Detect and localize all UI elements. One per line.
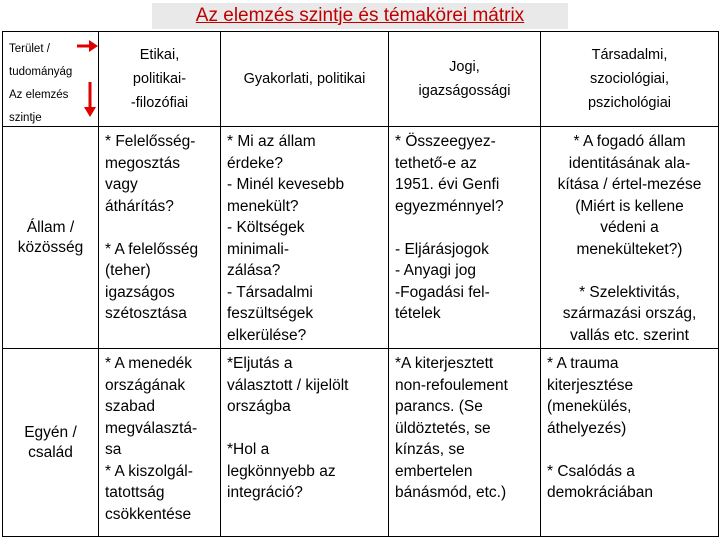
row-label-individual: Egyén / család [3, 349, 99, 537]
cell-state-ethical: * Felelősség- megosztás vagy áthárítás? * A felelősség (teher) igazságos szétosztása [99, 127, 221, 349]
analysis-matrix-table [2, 31, 719, 537]
cell-state-legal: * Összeegyez- tethető-e az 1951. évi Genfi egyezménnyel? - Eljárásjogok - Anyagi jog -Fogadási fel- tételek [389, 127, 541, 349]
arrow-right-icon [77, 39, 99, 53]
cell-individual-ethical: * A menedék országának szabad megválasztá- sa * A kiszolgál- tatottság csökkentése [99, 349, 221, 537]
page-title: Az elemzés szintje és témakörei mátrix [152, 3, 568, 29]
cell-individual-social: * A trauma kiterjesztése (menekülés, áthelyezés) * Csalódás a demokráciában [541, 349, 719, 537]
column-header-legal: Jogi, igazságossági [389, 32, 541, 127]
table-row [3, 349, 719, 537]
table-row [3, 127, 719, 349]
arrow-down-icon [83, 82, 97, 118]
column-header-ethical: Etikai, politikai- -filozófiai [99, 32, 221, 127]
cell-state-practical: * Mi az állam érdeke? - Minél kevesebb menekült? - Költségek minimali- zálása? - Társadalmi feszültségek elkerülése? [221, 127, 389, 349]
corner-label: Terület / tudományág Az elemzés szintje [9, 43, 73, 124]
column-header-social: Társadalmi, szociológiai, pszichológiai [541, 32, 719, 127]
cell-individual-practical: *Eljutás a választott / kijelölt országba *Hol a legkönnyebb az integráció? [221, 349, 389, 537]
header-row [3, 32, 719, 127]
cell-state-social: * A fogadó állam identitásának ala- kítása / értel-mezése (Miért is kellene védeni a menekülteket?) * Szelektivitás, származási ország, vallás etc. szerint [541, 127, 719, 349]
row-label-state: Állam / közösség [3, 127, 99, 349]
cell-individual-legal: *A kiterjesztett non-refoulement parancs. (Se üldöztetés, se kínzás, se embertelen bánásmód, etc.) [389, 349, 541, 537]
corner-cell [3, 32, 99, 127]
column-header-practical: Gyakorlati, politikai [221, 32, 389, 127]
